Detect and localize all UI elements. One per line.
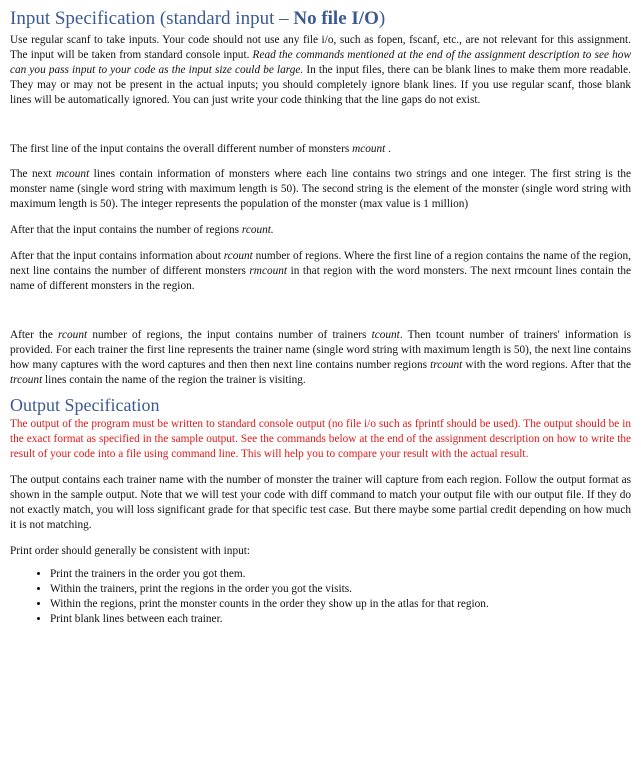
output-paragraph-format: The output contains each trainer name with the number of monster the trainer will capture from each region. Follow the output format as shown in the sample output. Note that we will test your code with diff command to match your output file with our output file. If they do not exactly match, you will loss significant grade for that specific test case. But there maybe some partial credit depending on how much it is not matching.	[10, 474, 631, 531]
list-item: • Print blank lines between each trainer.	[50, 612, 631, 627]
list-item: • Within the regions, print the monster counts in the order they show up in the atlas for that region.	[50, 597, 631, 612]
heading-prefix: Input Specification (standard input –	[10, 8, 294, 29]
input-specification-heading	[10, 8, 631, 30]
output-paragraph-print-order: Print order should generally be consistent with input:	[10, 544, 251, 557]
list-item: • Print the trainers in the order you got them.	[50, 567, 631, 582]
input-paragraph-scanf: Use regular scanf to take inputs. Your code should not use any file i/o, such as fopen, fscanf, etc., are not relevant for this assignment. The input will be taken from standard console input. Read the commands mentioned at the end of the assignment description to see how can you pass input to your code as the input size could be large. In the input files, there can be blank lines to make them more readable. They may or may not be present in the actual inputs; you should completely ignore blank lines. If you use regular scanf, those blank lines will be automatically ignored. You can just write your code thinking that the line gaps do not exist.	[10, 34, 631, 106]
input-paragraph-rcount: After that the input contains the number of regions rcount.	[10, 224, 274, 237]
input-paragraph-regions: After that the input contains information about rcount number of regions. Where the first line of a region contains the name of the region, next line contains the number of different monsters rmcount in that region with the word monsters. The next rmcount lines contain the name of different monsters in the region.	[10, 250, 631, 292]
input-paragraph-monsters: The next mcount lines contain information of monsters where each line contains two strings and one integer. The first string is the monster name (single word string with maximum length is 50). The second string is the element of the monster (single word string with maximum length is 50). The integer represents the population of the monster (max value is 1 million)	[10, 168, 631, 211]
heading-bold: No file I/O	[293, 8, 379, 29]
input-paragraph-mcount: The first line of the input contains the overall different number of monsters mcount .	[10, 142, 391, 155]
print-order-list	[10, 567, 631, 627]
list-item: • Within the trainers, print the regions in the order you got the visits.	[50, 582, 631, 597]
input-paragraph-trainers: After the rcount number of regions, the input contains number of trainers tcount. Then tcount number of trainers' information is provided. For each trainer the first line represents the trainer name (single word string with maximum length is 50), the next line contains how many captures with the word captures and then then next line contains number regions trcount with the word regions. After that the trcount lines contain the name of the region the trainer is visiting.	[10, 328, 632, 386]
output-paragraph-console: The output of the program must be written to standard console output (no file i/o such as fprintf should be used). The output should be in the exact format as specified in the sample output. See the commands below at the end of the assignment description on how to write the result of your code into a file using command line. This will help you to compare your result with the actual result.	[10, 418, 631, 461]
output-specification-heading: Output Specification	[10, 395, 160, 416]
heading-suffix: )	[378, 8, 386, 29]
